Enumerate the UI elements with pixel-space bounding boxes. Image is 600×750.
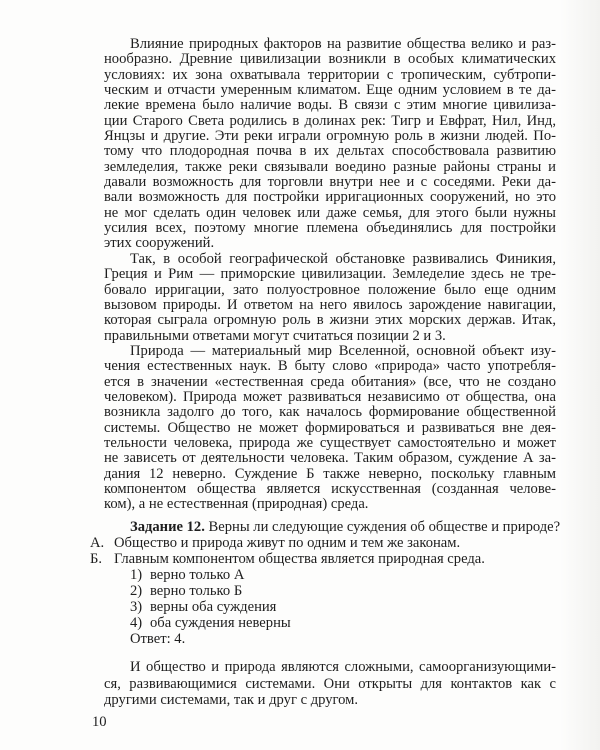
- option-label: 4): [130, 615, 143, 631]
- text-line: Влияние природных факторов на развитие общества велико и раз-: [130, 36, 556, 52]
- text-line: компонентом общества является искусственная (созданная челове-: [104, 480, 556, 497]
- statement-b: [90, 551, 556, 567]
- option-3: [104, 599, 556, 615]
- text-line: лекие времена было наличие воды. В связи с этим многие цивилиза-: [104, 97, 556, 114]
- option-text: верны оба суждения: [150, 599, 277, 615]
- task-question: Верны ли следующие суждения об обществе и природе?: [208, 519, 561, 535]
- body-text: [104, 37, 556, 513]
- text-line: ется в значении «естественная среда обитания» (все, что не создано: [104, 373, 556, 390]
- text-line: земледелия, также реки связывали воедино разные районы страны и: [104, 158, 556, 175]
- text-line: нообразно. Древние цивилизации возникли в особых климатических: [104, 51, 556, 68]
- option-2: [104, 583, 556, 599]
- option-label: 3): [130, 599, 143, 615]
- text-line: ческим и отчасти умеренным климатом. Еще одним условием в те да-: [104, 82, 556, 99]
- text-line: возникла задолго до того, как началось формирование общественной: [104, 404, 556, 421]
- text-line: усилия всех, поэтому многие племена объединялись для постройки: [104, 220, 556, 237]
- paragraph: [104, 252, 556, 344]
- text-line: вызовом природы. И ответом на него явилось зарождение навигации,: [104, 296, 556, 313]
- text-line: другими системами, так и друг с другом.: [104, 692, 359, 708]
- text-line: И общество и природа являются сложными, самоорганизующими-: [130, 659, 556, 675]
- task-heading: [104, 519, 561, 535]
- text-line: которая сыграла огромную роль в жизни этих морских держав. Итак,: [104, 312, 556, 329]
- text-line: человеком). Природа может развиваться независимо от общества, она: [104, 388, 556, 405]
- text-line: правильными ответами могут считаться позиции 2 и 3.: [104, 327, 446, 344]
- text-line: Природа — материальный мир Вселенной, основной объект изу-: [130, 342, 556, 359]
- statement-label: Б.: [90, 551, 103, 567]
- text-line: вали возможность для постройки ирригационных сооружений, но это: [104, 189, 556, 206]
- text-line: дания 12 неверно. Суждение Б также неверно, поскольку главным: [104, 465, 556, 482]
- paragraph: [104, 37, 556, 252]
- text-line: тельности человека, природа же существует самостоятельно и может: [104, 434, 556, 451]
- text-line: не мог сделать один человек или даже семья, для этого были нужны: [104, 204, 556, 221]
- option-label: 1): [130, 567, 143, 583]
- task-label: Задание 12.: [130, 519, 205, 535]
- text-line: не зависеть от деятельности человека. Таким образом, суждение А за-: [104, 450, 556, 467]
- option-1: [104, 567, 556, 583]
- text-line: Греция и Рим — приморские цивилизации. Земледелие здесь не тре-: [104, 266, 556, 283]
- statement-label: А.: [90, 535, 105, 551]
- paragraph: [104, 344, 556, 513]
- option-text: верно только А: [150, 567, 245, 583]
- option-4: [104, 615, 556, 631]
- option-label: 2): [130, 583, 143, 599]
- text-line: ком), а не естественная (природная) среда.: [104, 496, 369, 513]
- statement-text: Общество и природа живут по одним и тем же законам.: [114, 535, 461, 551]
- statement-a: [90, 535, 556, 551]
- answer: Ответ: 4.: [130, 631, 186, 647]
- text-line: ции Старого Света родились в долинах рек: Тигр и Евфрат, Нил, Инд,: [104, 112, 556, 129]
- text-line: условиях: их зона охватывала территории с тропическим, субтропи-: [104, 66, 556, 83]
- statement-text: Главным компонентом общества является природная среда.: [114, 551, 485, 567]
- text-line: ся, развивающимися системами. Они открыты для контактов как с: [104, 675, 556, 692]
- text-line: тому что плодородная почва в их дельтах способствовала развитию: [104, 143, 556, 160]
- text-line: бовало ирригации, зато полуостровное положение было еще одним: [104, 281, 556, 298]
- text-line: этих сооружений.: [104, 235, 215, 252]
- text-line: давали возможность для торговли внутри нее и с соседями. Реки да-: [104, 174, 556, 191]
- text-line: Так, в особой географической обстановке развивались Финикия,: [130, 250, 556, 267]
- text-line: чения естественных наук. В быту слово «природа» часто употребля-: [104, 358, 556, 375]
- text-line: Янцзы и другие. Эти реки играли огромную роль в жизни людей. По-: [104, 128, 556, 145]
- option-text: верно только Б: [150, 583, 243, 599]
- option-text: оба суждения неверны: [150, 615, 291, 631]
- task-12: [90, 519, 561, 647]
- final-paragraph: [104, 659, 556, 709]
- page-number: 10: [92, 714, 107, 730]
- text-line: системы. Общество не может формироваться и развиваться вне дея-: [104, 419, 556, 436]
- page-edge-shadow: [560, 0, 600, 750]
